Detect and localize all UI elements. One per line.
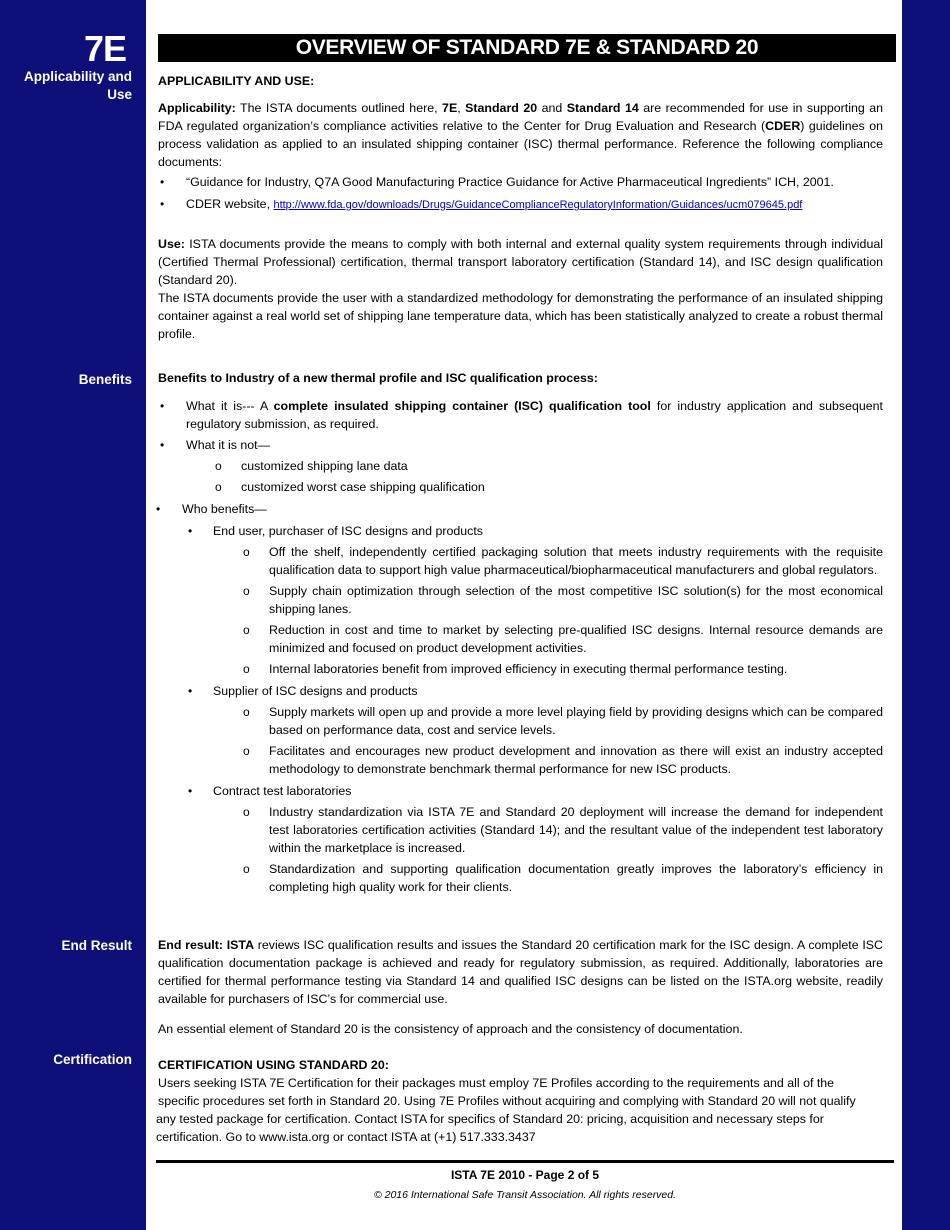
certification-line: any tested package for certification. Contact ISTA for specifics of Standard 20: pricing, acquisition and necessary steps for <box>156 1112 824 1126</box>
list-item <box>158 195 883 214</box>
list-item <box>158 703 883 739</box>
footer-divider <box>156 1160 894 1163</box>
supplier-item: Supply markets will open up and provide a more level playing field by providing designs which can be compared based on performance data, cost and service levels. <box>269 705 883 737</box>
not-item: customized worst case shipping qualification <box>241 480 485 494</box>
end-result-lead: End result: ISTA <box>158 938 255 952</box>
list-item <box>158 478 883 496</box>
end-user-item: Supply chain optimization through selection of the most competitive ISC solution(s) for the most economical shipping lanes. <box>269 584 883 616</box>
applicability-text: , <box>457 101 466 115</box>
end-user-item: Off the shelf, independently certified packaging solution that meets industry requirements with the requisite qualification data to support high value pharmaceutical/biopharmaceutical manufacturers and global regulators. <box>269 545 883 577</box>
list-item <box>158 782 883 800</box>
bullet-icon: • <box>188 524 193 538</box>
applicability-text: are recommended for use in supporting an FDA regulated organization’s compliance activities relative to the Center for Drug Evaluation and Research ( <box>158 101 884 133</box>
use-section <box>158 235 883 343</box>
circle-bullet-icon: o <box>215 459 222 473</box>
page-title: OVERVIEW OF STANDARD 7E & STANDARD 20 <box>158 34 896 62</box>
certification-section <box>158 1056 883 1146</box>
list-item <box>158 543 883 579</box>
end-result-paragraph <box>158 936 883 1008</box>
applicability-7e: 7E <box>442 101 458 115</box>
what-it-is-bold: complete insulated shipping container (ISC) qualification tool <box>273 399 651 413</box>
not-item: customized shipping lane data <box>241 459 408 473</box>
certification-line: Users seeking ISTA 7E Certification for their packages must employ 7E Profiles according to the requirements and all of the <box>158 1076 835 1090</box>
labs-item: Industry standardization via ISTA 7E and Standard 20 deployment will increase the demand for independent test laboratories certification activities (Standard 14); and the resultant value of the independent test laboratory within the marketplace is increased. <box>269 805 883 855</box>
supplier-item: Facilitates and encourages new product development and innovation as there will exist an industry accepted methodology to demonstrate benchmark thermal performance for new ISC products. <box>269 744 883 776</box>
sidebar-label-applicability: Applicability and Use <box>23 69 132 102</box>
end-user-heading: End user, purchaser of ISC designs and products <box>213 524 483 538</box>
applicability-paragraph <box>158 99 883 171</box>
sidebar-label-end-result: End Result <box>61 938 132 953</box>
copyright: © 2016 International Safe Transit Association. All rights reserved. <box>373 1189 677 1201</box>
supplier-heading: Supplier of ISC designs and products <box>213 684 418 698</box>
applicability-cder: CDER <box>765 119 801 133</box>
list-item <box>158 682 883 700</box>
end-result-text: reviews ISC qualification results and issues the Standard 20 certification mark for the ISC design. A complete ISC qualification documentation package is achieved and ready for regulatory submission, as required. Additionally, laboratories are certified for thermal performance testing via Standard 14 and qualified ISC designs can be listed on the ISTA.org website, readily available for purchasers of ISC’s for commercial use. <box>158 938 883 1006</box>
circle-bullet-icon: o <box>243 705 250 719</box>
applicability-text: and <box>537 101 567 115</box>
certification-heading: CERTIFICATION USING STANDARD 20: <box>158 1058 389 1072</box>
cder-website-label: CDER website, <box>186 197 274 211</box>
circle-bullet-icon: o <box>243 584 250 598</box>
applicability-lead: Applicability: <box>158 101 236 115</box>
sidebar-label-certification: Certification <box>53 1052 132 1067</box>
bullet-icon: • <box>160 197 165 211</box>
bullet-icon: • <box>160 175 165 189</box>
use-paragraph <box>158 235 883 289</box>
certification-line: specific procedures set forth in Standard 20. Using 7E Profiles without acquiring and complying with Standard 20 will not qualify <box>158 1094 856 1108</box>
circle-bullet-icon: o <box>243 862 250 876</box>
applicability-text: ) guidelines on process validation as applied to an insulated shipping container (ISC) thermal performance. Reference the following compliance documents: <box>158 119 884 169</box>
circle-bullet-icon: o <box>243 805 250 819</box>
labs-heading: Contract test laboratories <box>213 784 352 798</box>
use-paragraph-2: The ISTA documents provide the user with a standardized methodology for demonstrating the performance of an insulated shipping container against a real world set of shipping lane temperature data, which has been statistically analyzed to create a robust thermal profile. <box>158 291 883 341</box>
list-item <box>158 522 883 540</box>
standard-code: 7E <box>83 28 126 69</box>
bullet-icon: • <box>188 684 193 698</box>
benefits-section <box>158 369 883 896</box>
essential-element: An essential element of Standard 20 is the consistency of approach and the consistency of documentation. <box>158 1022 743 1036</box>
list-item <box>158 436 883 454</box>
sidebar-label-benefits: Benefits <box>78 372 132 387</box>
list-item <box>158 173 883 191</box>
list-item <box>158 660 883 678</box>
list-item <box>158 742 883 778</box>
list-item <box>158 621 883 657</box>
list-item <box>158 582 883 618</box>
end-user-item: Internal laboratories benefit from improved efficiency in executing thermal performance testing. <box>269 662 788 676</box>
list-item <box>158 860 883 896</box>
benefits-heading: Benefits to Industry of a new thermal profile and ISC qualification process: <box>158 371 598 385</box>
applicability-section <box>158 72 883 214</box>
use-lead: Use: <box>158 237 185 251</box>
page-number: ISTA 7E 2010 - Page 2 of 5 <box>450 1168 600 1182</box>
certification-line: certification. Go to www.ista.org or contact ISTA at (+1) 517.333.3437 <box>156 1130 536 1144</box>
circle-bullet-icon: o <box>215 480 222 494</box>
end-user-item: Reduction in cost and time to market by selecting pre-qualified ISC designs. Internal resource demands are minimized and focused on product development activities. <box>269 623 883 655</box>
circle-bullet-icon: o <box>243 662 250 676</box>
bullet-icon: • <box>156 502 161 516</box>
guidance-reference: “Guidance for Industry, Q7A Good Manufacturing Practice Guidance for Active Pharmaceutical Ingredients” ICH, 2001. <box>186 175 834 189</box>
what-it-is-not: What it is not— <box>186 438 271 452</box>
list-item <box>158 457 883 475</box>
applicability-std20: Standard 20 <box>465 101 538 115</box>
what-it-is-text: What it is--- A <box>186 399 274 413</box>
right-sidebar <box>902 0 950 1230</box>
applicability-text: The ISTA documents outlined here, <box>235 101 443 115</box>
who-benefits: Who benefits— <box>182 502 267 516</box>
list-item <box>158 803 883 857</box>
applicability-std14: Standard 14 <box>566 101 639 115</box>
end-result-section <box>158 936 883 1038</box>
bullet-icon: • <box>160 438 165 452</box>
circle-bullet-icon: o <box>243 545 250 559</box>
labs-item: Standardization and supporting qualification documentation greatly improves the laboratory’s efficiency in completing high quality work for their clients. <box>269 862 883 894</box>
bullet-icon: • <box>160 399 165 413</box>
bullet-icon: • <box>188 784 193 798</box>
left-sidebar <box>0 0 146 1230</box>
circle-bullet-icon: o <box>243 744 250 758</box>
list-item <box>158 397 883 433</box>
list-item <box>158 500 883 518</box>
what-it-is-text: for industry application and subsequent regulatory submission, as required. <box>186 399 883 431</box>
circle-bullet-icon: o <box>243 623 250 637</box>
use-text: ISTA documents provide the means to comply with both internal and external quality system requirements through individual (Certified Thermal Professional) certification, thermal transport laboratory certification (Standard 14), and ISC design qualification (Standard 20). <box>158 237 883 287</box>
cder-website-link[interactable]: http://www.fda.gov/downloads/Drugs/GuidanceComplianceRegulatoryInformation/Guidances/ucm079645.pdf <box>273 199 803 211</box>
applicability-heading: APPLICABILITY AND USE: <box>158 74 315 88</box>
